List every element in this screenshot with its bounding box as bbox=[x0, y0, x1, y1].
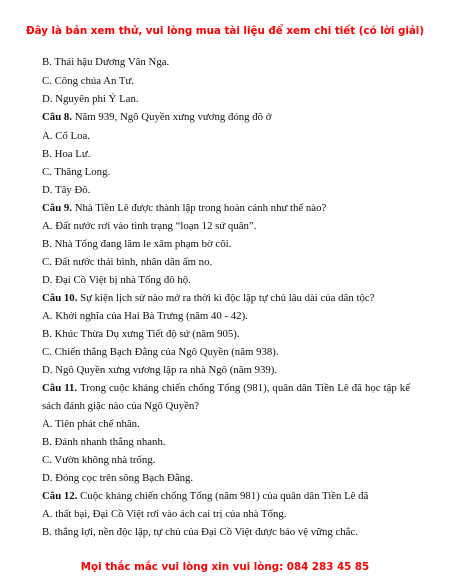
answer-line: A. Khởi nghĩa của Hai Bà Trưng (năm 40 - 42). bbox=[42, 310, 248, 322]
question-line: Câu 8. Năm 939, Ngô Quyền xưng vương đóng đô ở bbox=[42, 111, 272, 123]
answer-line: D. Nguyên phi Ỷ Lan. bbox=[42, 93, 139, 105]
answer-line: A. Đất nước rơi vào tình trạng “loạn 12 sứ quân”. bbox=[42, 220, 257, 232]
answer-line: B. Thái hậu Dương Vân Nga. bbox=[42, 56, 170, 68]
answer-line: C. Vườn không nhà trống. bbox=[42, 454, 156, 466]
answer-line: A. Tiên phát chế nhân. bbox=[42, 418, 140, 430]
answer-line: C. Đất nước thái bình, nhân dân ấm no. bbox=[42, 256, 213, 268]
answer-line: D. Đại Cồ Việt bị nhà Tống đô hộ. bbox=[42, 274, 191, 286]
answer-line: C. Công chúa An Tư. bbox=[42, 75, 135, 87]
answer-line: C. Chiến thắng Bạch Đằng của Ngô Quyền (năm 938). bbox=[42, 346, 279, 358]
answer-line: B. Nhà Tống đang lăm le xâm phạm bờ cõi. bbox=[42, 238, 232, 250]
question-line: Câu 9. Nhà Tiền Lê được thành lập trong hoàn cảnh như thế nào? bbox=[42, 202, 327, 214]
answer-line: B. Đánh nhanh thắng nhanh. bbox=[42, 436, 166, 448]
preview-notice: Đây là bản xem thử, vui lòng mua tài liệu để xem chi tiết (có lời giải) bbox=[25, 25, 425, 37]
answer-line: A. Cổ Loa. bbox=[42, 130, 90, 142]
answer-line: B. thắng lợi, nền độc lập, tự chủ của Đại Cồ Việt được bảo vệ vững chắc. bbox=[42, 526, 358, 538]
question-line: Câu 12. Cuộc kháng chiến chống Tống (năm 981) của quân dân Tiền Lê đã bbox=[42, 490, 369, 502]
answer-line: C. Thăng Long. bbox=[42, 166, 111, 178]
answer-line: D. Tây Đô. bbox=[42, 184, 91, 196]
answer-line: A. thất bại, Đại Cồ Việt rơi vào ách cai trị của nhà Tống. bbox=[42, 508, 287, 520]
question-line: Câu 11. Trong cuộc kháng chiến chống Tống (981), quân dân Tiền Lê đã học tập kế bbox=[42, 382, 410, 394]
contact-notice: Mọi thắc mắc vui lòng xin vui lòng: 084 283 45 85 bbox=[80, 561, 370, 573]
answer-line: B. Hoa Lư. bbox=[42, 148, 91, 160]
answer-line: B. Khúc Thừa Dụ xưng Tiết độ sứ (năm 905). bbox=[42, 328, 240, 340]
answer-line: D. Ngô Quyền xưng vương lập ra nhà Ngô (năm 939). bbox=[42, 364, 278, 376]
question-line-continued: sách đánh giặc nào của Ngô Quyền? bbox=[42, 400, 200, 412]
question-line: Câu 10. Sự kiện lịch sử nào mở ra thời kì độc lập tự chủ lâu dài của dân tộc? bbox=[42, 292, 375, 304]
answer-line: D. Đóng cọc trên sông Bạch Đằng. bbox=[42, 472, 194, 484]
